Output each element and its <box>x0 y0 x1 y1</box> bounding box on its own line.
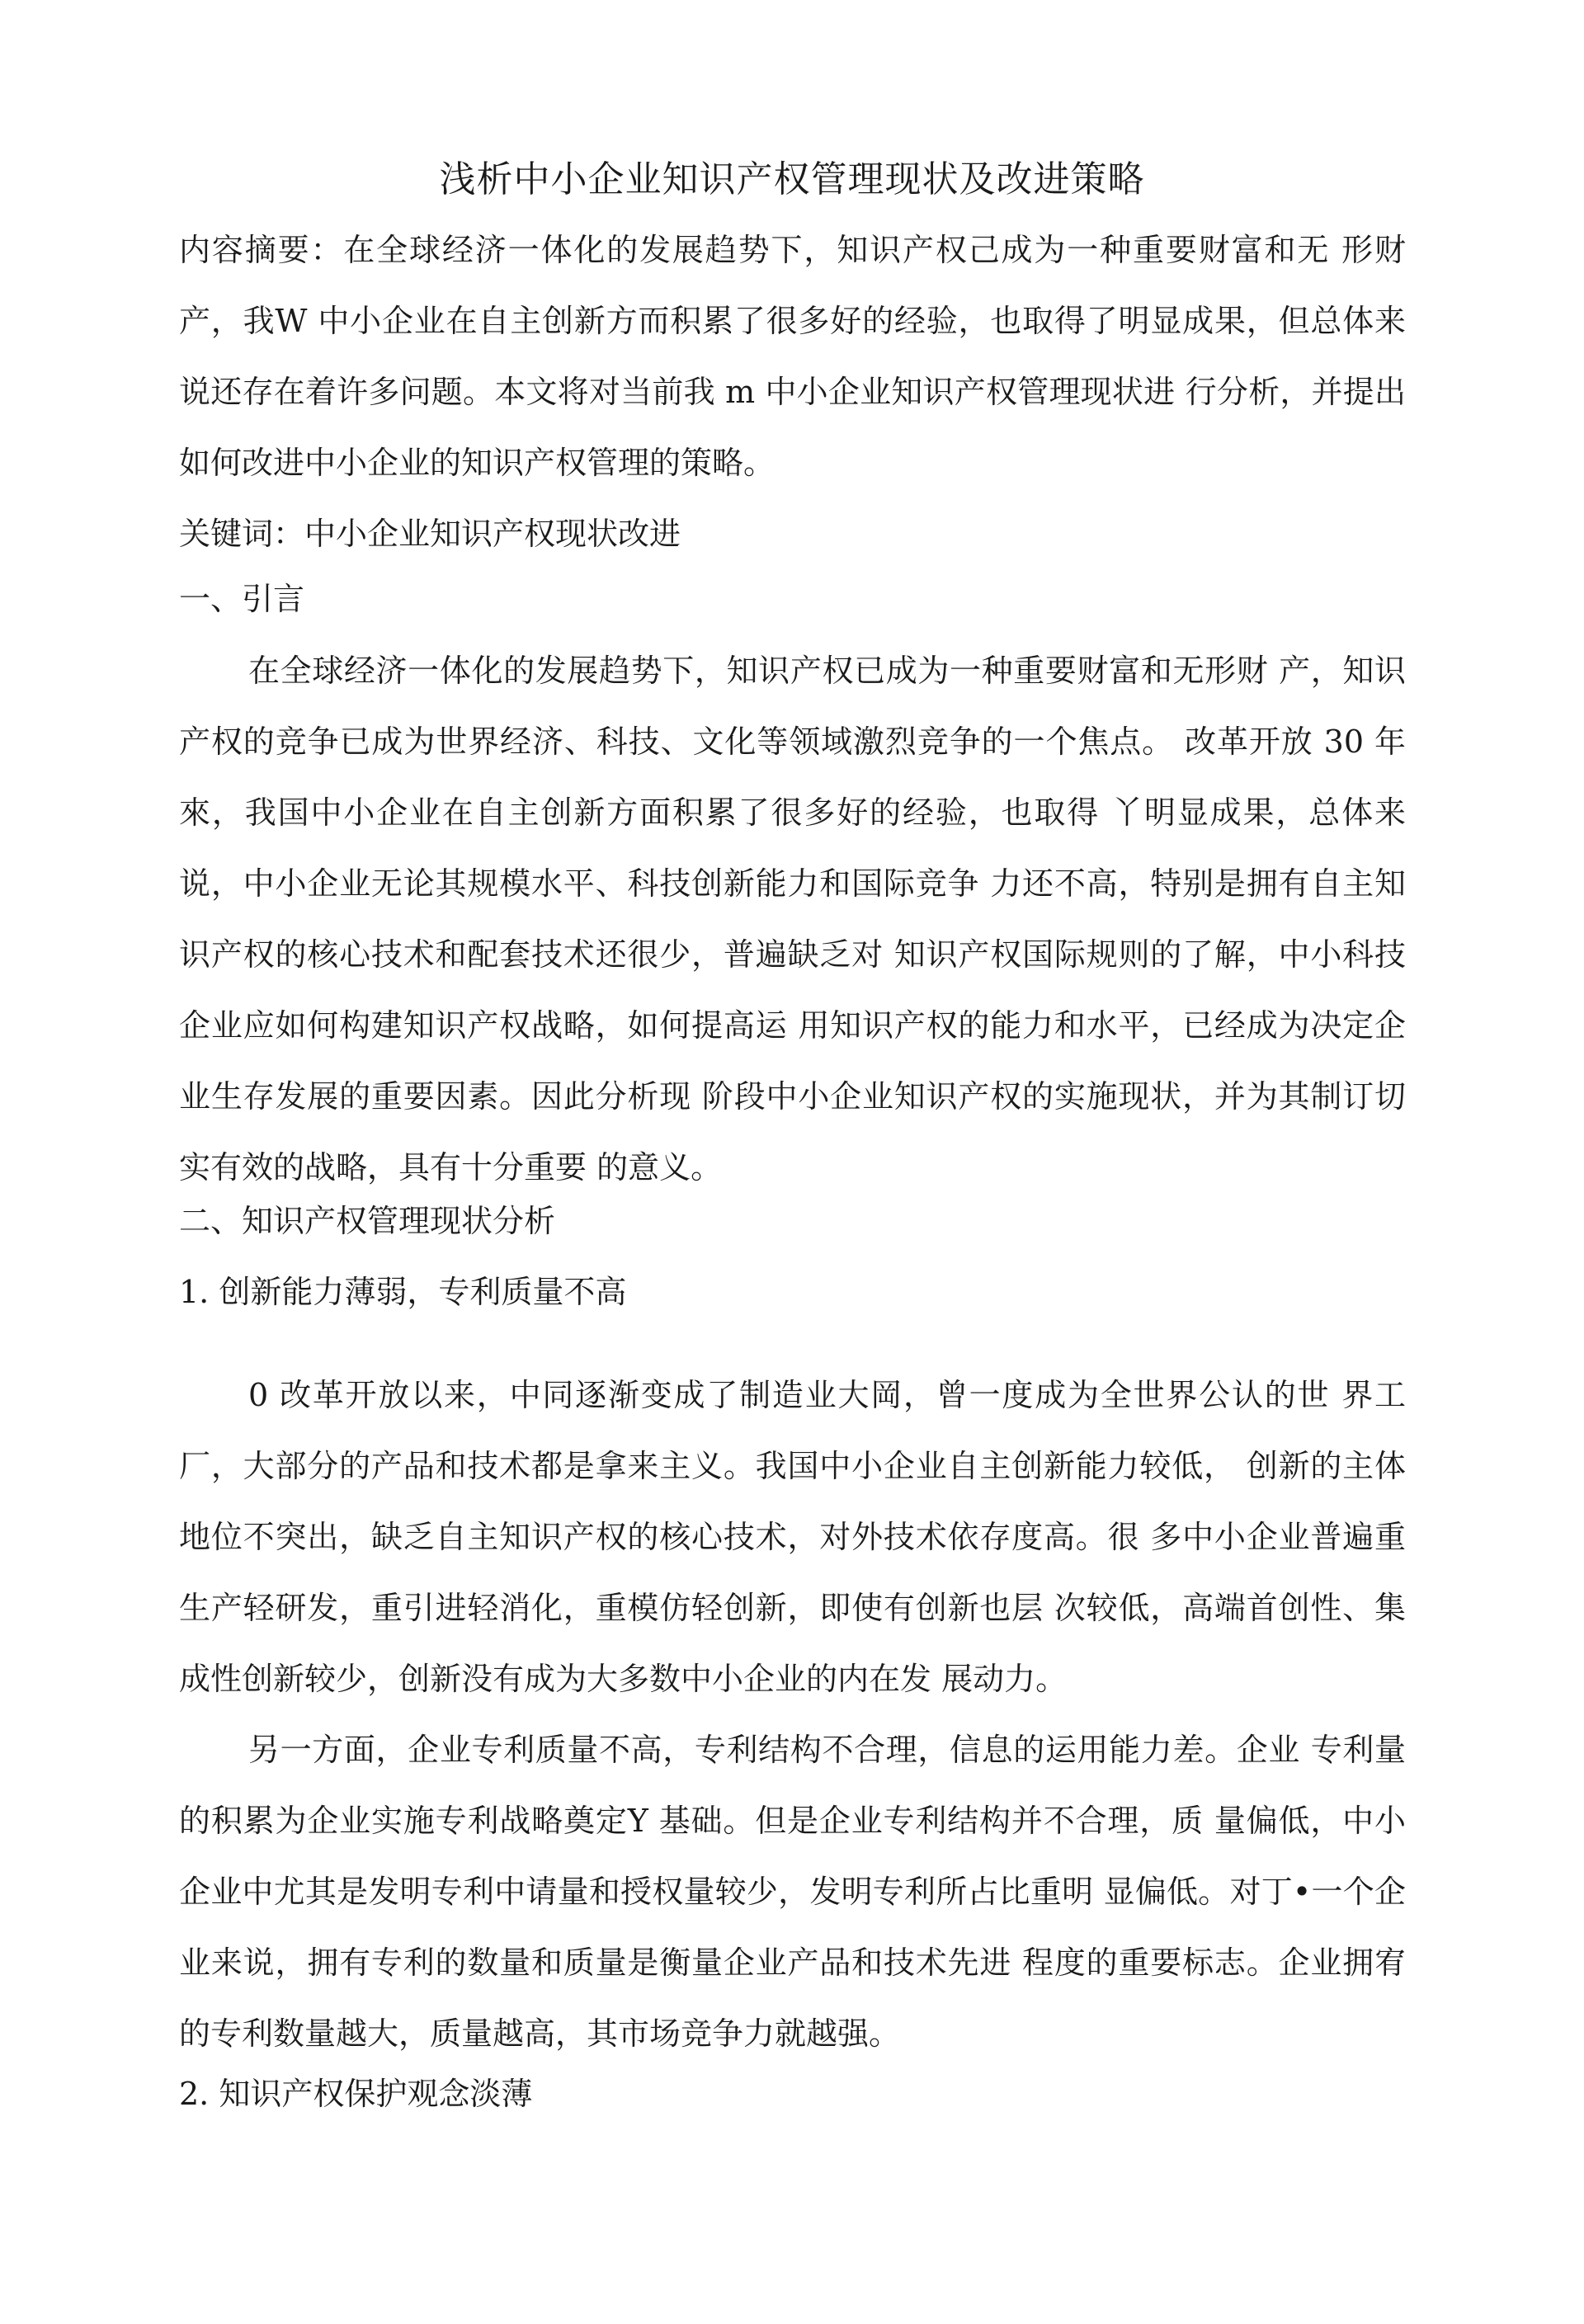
abstract-paragraph: 内容摘要：在全球经济一体化的发展趋势下，知识产权己成为一种重要财富和无 形财产，我W 中小企业在自主创新方而积累了很多好的经验，也取得了明显成果，但总体来说还存在着许多问题。本文将对当前我 m 中小企业知识产权管理现状进 行分析，并提出如何改进中小企业的知识产权管理的策略。 <box>179 232 1406 481</box>
keywords-line: 关键词：中小企业知识产权现状改进 <box>179 516 681 552</box>
section-heading-introduction: 一、引言 <box>179 581 305 617</box>
innovation-paragraph-1: 0 改革开放以来，中同逐渐变成了制造业大岡，曾一度成为全世界公认的世 界工厂，大部分的产品和技术都是拿来主义。我国中小企业自主创新能力较低， 创新的主体地位不突出，缺乏自主知识产权的核心技术，对外技术依存度高。很 多中小企业普遍重生产轻研发，重引进轻消化，重模仿轻创新，即使有创新也层 次较低，高端首创性、集成性创新较少，创新没有成为大多数中小企业的内在发 展动力。 <box>179 1377 1406 1697</box>
innovation-paragraph-2: 另一方面，企业专利质量不高，专利结构不合理，信息的运用能力差。企业 专利量的积累为企业实施专利战略奠定Y 基础。但是企业专利结构并不合理，质 量偏低，中小企业中尤其是发明专利中请量和授权量较少，发明专利所占比重明 显偏低。对丁•一个企业来说，拥有专利的数量和质量是衡量企业产品和技术先进 程度的重要标志。企业拥宥的专利数量越大，质量越高，其市场竞争力就越强。 <box>179 1732 1406 2052</box>
introduction-paragraph: 在全球经济一体化的发展趋势下，知识产权已成为一种重要财富和无形财 产，知识产权的竞争已成为世界经济、科技、文化等领域激烈竞争的一个焦点。 改革开放 30 年來，我国中小企业在自主创新方面积累了很多好的经验，也取得 丫明显成果，总体来说，中小企业无论其规模水平、科技创新能力和国际竞争 力还不高，特别是拥有自主知识产权的核心技术和配套技术还很少，普遍缺乏对 知识产权国际规则的了解，中小科技企业应如何构建知识产权战略，如何提高运 用知识产权的能力和水平，已经成为决定企业生存发展的重要因素。因此分析现 阶段中小企业知识产权的实施现状，并为其制订切实有效的战略，具有十分重要 的意义。 <box>179 653 1406 1186</box>
subsection-heading-protection: 2. 知识产权保护观念淡薄 <box>179 2076 533 2112</box>
subsection-heading-innovation: 1. 创新能力薄弱，专利质量不高 <box>179 1274 627 1310</box>
document-title: 浅析中小企业知识产权管理现状及改进策略 <box>439 158 1145 200</box>
section-heading-status-analysis: 二、知识产权管理现状分析 <box>179 1203 556 1239</box>
